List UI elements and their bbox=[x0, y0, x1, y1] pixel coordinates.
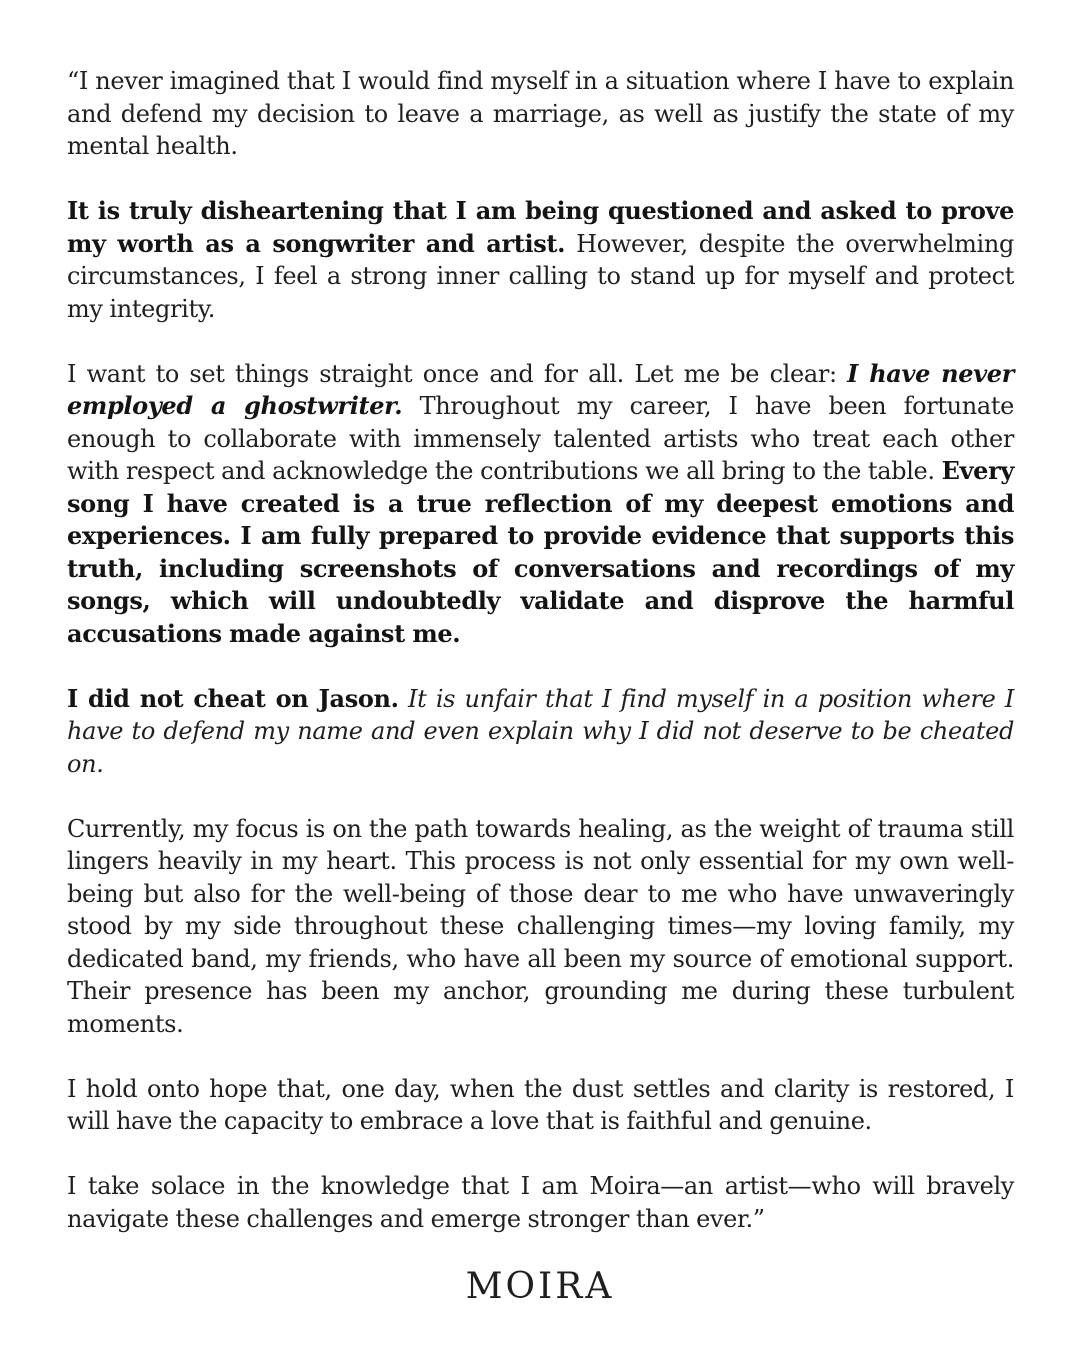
statement-body bbox=[67, 65, 1014, 1235]
paragraph-1-text: “I never imagined that I would find myself in a situation where I have to explain and defend my decision to leave a marriage, as well as justify the state of my mental health. bbox=[67, 67, 1014, 160]
paragraph-3-bold-italic-text: I have never employed a ghostwriter. bbox=[67, 358, 1015, 420]
paragraph-4 bbox=[67, 683, 1014, 781]
paragraph-2-bold-text: It is truly disheartening that I am being questioned and asked to prove my worth as a songwriter and artist. bbox=[67, 196, 1014, 258]
paragraph-7 bbox=[67, 1170, 1014, 1235]
paragraph-2-text: However, despite the overwhelming circumstances, I feel a strong inner calling to stand up for myself and protect my integrity. bbox=[67, 229, 1014, 323]
paragraph-2 bbox=[67, 195, 1014, 325]
paragraph-4-italic-text: It is unfair that I find myself in a position where I have to defend my name and even explain why I did not deserve to be cheated on. bbox=[67, 684, 1014, 778]
paragraph-3-text-a: I want to set things straight once and for all. Let me be clear: bbox=[67, 359, 848, 388]
paragraph-1 bbox=[67, 65, 1014, 163]
paragraph-3-text-b: Throughout my career, I have been fortunate enough to collaborate with immensely talented artists who treat each other with respect and acknowledge the contributions we all bring to the table. bbox=[67, 392, 1014, 485]
paragraph-3 bbox=[67, 358, 1014, 651]
paragraph-5 bbox=[67, 813, 1014, 1041]
paragraph-3-bold-text: Every song I have created is a true reflection of my deepest emotions and experiences. I am fully prepared to provide evidence that supports this truth, including screenshots of conversations and recordings of my songs, which will undoubtedly validate and disprove the harmful accusations made against me. bbox=[67, 456, 1014, 648]
paragraph-6 bbox=[67, 1073, 1014, 1138]
paragraph-6-text: I hold onto hope that, one day, when the dust settles and clarity is restored, I will have the capacity to embrace a love that is faithful and genuine. bbox=[67, 1074, 1014, 1135]
signature: MOIRA bbox=[465, 1266, 615, 1307]
paragraph-5-text: Currently, my focus is on the path towards healing, as the weight of trauma still lingers heavily in my heart. This process is not only essential for my own well-being but also for the well-being of those dear to me who have unwaveringly stood by my side throughout these challenging times—my loving family, my dedicated band, my friends, who have all been my source of emotional support. Their presence has been my anchor, grounding me during these turbulent moments. bbox=[67, 814, 1014, 1038]
paragraph-7-text: I take solace in the knowledge that I am Moira—an artist—who will bravely navigate these challenges and emerge stronger than ever.” bbox=[67, 1172, 1014, 1233]
paragraph-4-bold-text: I did not cheat on Jason. bbox=[67, 683, 399, 713]
